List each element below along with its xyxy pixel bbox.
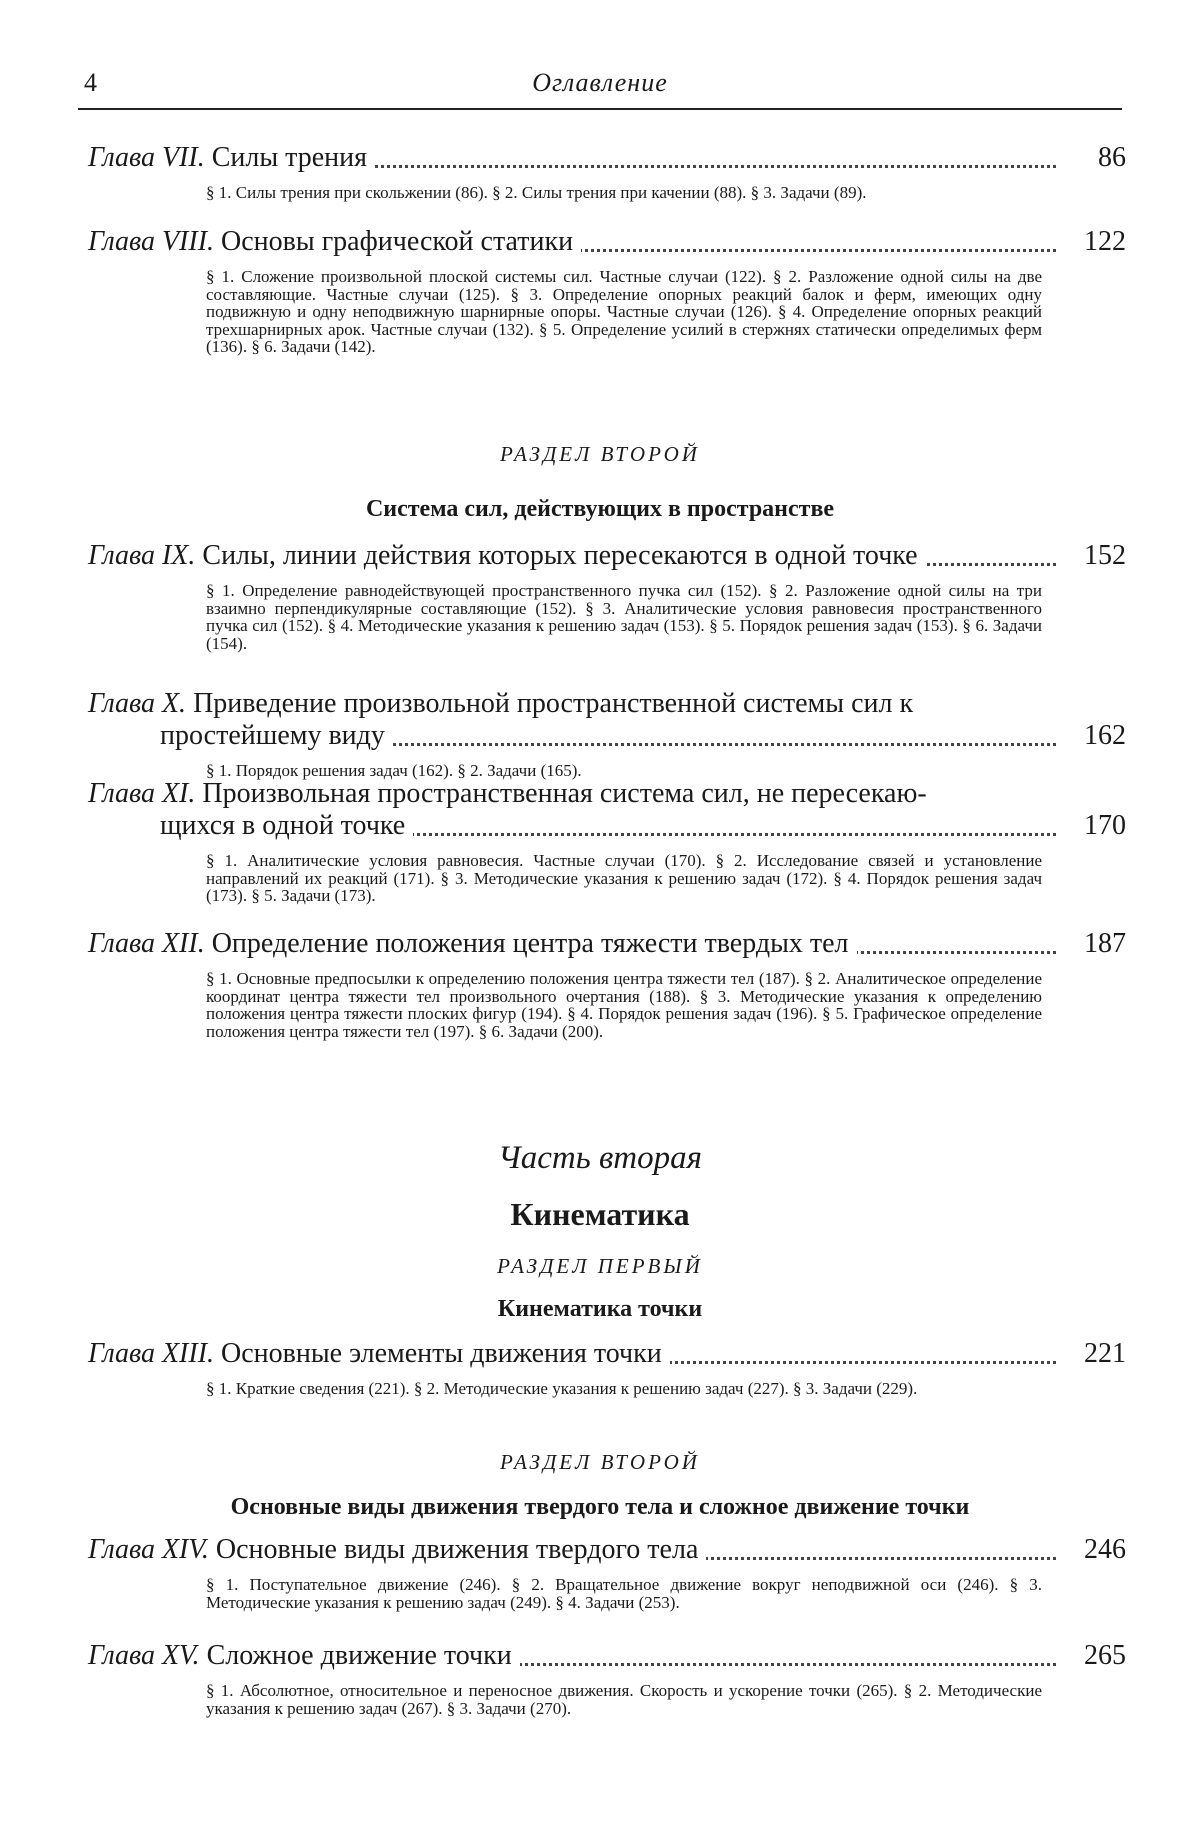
page-ref: 221 xyxy=(1076,1338,1126,1370)
entry-heading xyxy=(88,1640,1126,1672)
toc-entry-ch9[interactable] xyxy=(88,540,1126,652)
section-title-point: Кинематика точки xyxy=(497,1296,703,1322)
part-heading: Часть вторая xyxy=(498,1140,702,1176)
running-title: Оглавление xyxy=(532,68,668,97)
chapter-title: Силы трения xyxy=(211,142,368,173)
toc-entry-ch8[interactable] xyxy=(88,226,1126,356)
toc-entry-ch10[interactable] xyxy=(88,688,1126,780)
chapter-label: Глава VIII. xyxy=(88,226,215,257)
chapter-label: Глава XII. xyxy=(88,928,205,959)
page-ref: 187 xyxy=(1076,928,1126,960)
chapter-label: Глава XV. xyxy=(88,1640,200,1671)
chapter-title: Сложное движение точки xyxy=(206,1640,512,1671)
page-ref: 170 xyxy=(1076,810,1126,842)
chapter-title: Основные виды движения твердого тела xyxy=(215,1534,699,1565)
chapter-label: Глава XIV. xyxy=(88,1534,209,1565)
chapter-title: Силы, линии действия которых пересекаются в одной точке xyxy=(202,540,918,571)
entry-heading xyxy=(88,928,1126,960)
toc-entry-ch11[interactable] xyxy=(88,778,1126,905)
chapter-title: Основные элементы движения точки xyxy=(221,1338,662,1369)
header-rule xyxy=(78,108,1122,110)
entry-heading xyxy=(88,1534,1126,1566)
chapter-label: Глава VII. xyxy=(88,142,205,173)
chapter-title-cont: простейшему виду xyxy=(160,720,393,751)
section-list: § 1. Краткие сведения (221). § 2. Методические указания к решению задач (227). § 3. Задачи (229). xyxy=(206,1379,918,1398)
section-title-motion: Основные виды движения твердого тела и сложное движение точки xyxy=(230,1494,970,1520)
page-number: 4 xyxy=(84,68,97,97)
section-list: § 1. Силы трения при скольжении (86). § 2. Силы трения при качении (88). § 3. Задачи (89). xyxy=(206,183,867,202)
section-list: § 1. Аналитические условия равновесия. Частные случаи (170). § 2. Исследование связей и установление направлений их реакций (171). § 3. Методические указания к решению задач (172). § 4. Порядок решения задач (173). § 5. Задачи (173). xyxy=(206,851,1042,905)
page-ref: 246 xyxy=(1076,1534,1126,1566)
razdel-heading-3: РАЗДЕЛ ВТОРОЙ xyxy=(500,1450,700,1474)
page-ref: 122 xyxy=(1076,226,1126,258)
section-list: § 1. Основные предпосылки к определению положения центра тяжести тел (187). § 2. Аналитическое определение координат центра тяжести тел произвольного очертания (188). § 3. Методические указания к определению положения центра тяжести плоских фигур (194). § 4. Порядок решения задач (196). § 5. Графическое определение положения центра тяжести тел (197). § 6. Задачи (200). xyxy=(206,969,1042,1041)
chapter-title: Произвольная пространственная система сил, не пересекаю- xyxy=(202,778,927,809)
chapter-label: Глава X. xyxy=(88,688,187,719)
section-list: § 1. Поступательное движение (246). § 2. Вращательное движение вокруг неподвижной оси (246). § 3. Методические указания к решению задач (249). § 4. Задачи (253). xyxy=(206,1575,1042,1612)
razdel-heading-2: РАЗДЕЛ ПЕРВЫЙ xyxy=(497,1254,703,1278)
section-list: § 1. Сложение произвольной плоской системы сил. Частные случаи (122). § 2. Разложение одной силы на две составляющие. Частные случаи (125). § 3. Определение опорных реакций балок и ферм, имеющих одну подвижную и одну неподвижную шарнирные опоры. Частные случаи (126). § 4. Определение опорных реакций трехшарнирных арок. Частные случаи (132). § 5. Определение усилий в стержнях статически определимых ферм (136). § 6. Задачи (142). xyxy=(206,267,1042,356)
page-ref: 86 xyxy=(1090,142,1126,174)
chapter-title: Основы графической статики xyxy=(221,226,574,257)
razdel-heading-1: РАЗДЕЛ ВТОРОЙ xyxy=(500,442,700,466)
part-title: Кинематика xyxy=(510,1196,690,1232)
page-ref: 162 xyxy=(1076,720,1126,752)
entry-heading xyxy=(88,142,1126,174)
entry-heading xyxy=(88,540,1126,572)
chapter-title-cont: щихся в одной точке xyxy=(160,810,413,841)
entry-heading xyxy=(88,226,1126,258)
toc-entry-ch7[interactable] xyxy=(88,142,1126,202)
toc-entry-ch15[interactable] xyxy=(88,1640,1126,1717)
entry-heading-line1 xyxy=(88,778,1126,810)
section-title-space: Система сил, действующих в пространстве xyxy=(365,496,835,522)
toc-entry-ch12[interactable] xyxy=(88,928,1126,1040)
chapter-label: Глава XI. xyxy=(88,778,196,809)
entry-heading-line2 xyxy=(88,720,1126,752)
toc-entry-ch14[interactable] xyxy=(88,1534,1126,1611)
section-list: § 1. Определение равнодействующей пространственного пучка сил (152). § 2. Разложение одной силы на три взаимно перпендикулярные составляющие (152). § 3. Аналитические условия равновесия пространственного пучка сил (152). § 4. Методические указания к решению задач (153). § 5. Порядок решения задач (153). § 6. Задачи (154). xyxy=(206,581,1042,653)
chapter-title: Определение положения центра тяжести твердых тел xyxy=(211,928,849,959)
entry-heading-line2 xyxy=(88,810,1126,842)
section-list: § 1. Порядок решения задач (162). § 2. Задачи (165). xyxy=(206,761,582,780)
page-ref: 152 xyxy=(1076,540,1126,572)
toc-entry-ch13[interactable] xyxy=(88,1338,1126,1398)
chapter-label: Глава XIII. xyxy=(88,1338,215,1369)
page-header xyxy=(78,62,1122,102)
chapter-label: Глава IX. xyxy=(88,540,196,571)
entry-heading-line1 xyxy=(88,688,1126,720)
section-list: § 1. Абсолютное, относительное и переносное движения. Скорость и ускорение точки (265). § 2. Методические указания к решению задач (267). § 3. Задачи (270). xyxy=(206,1681,1042,1718)
chapter-title: Приведение произвольной пространственной системы сил к xyxy=(193,688,914,719)
entry-heading xyxy=(88,1338,1126,1370)
page-ref: 265 xyxy=(1076,1640,1126,1672)
